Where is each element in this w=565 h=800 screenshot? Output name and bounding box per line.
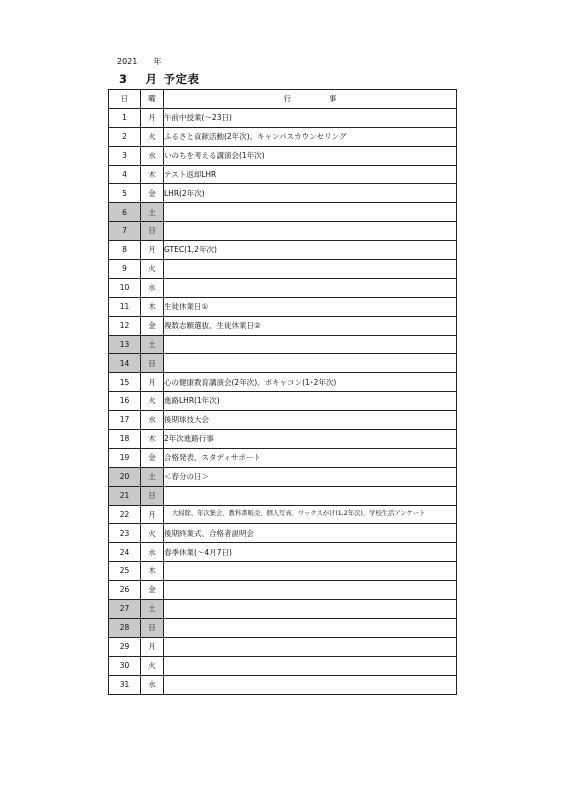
header-event-char-1: 行: [283, 94, 291, 104]
weekday-cell: 水: [141, 146, 164, 165]
table-row: [109, 448, 457, 467]
year-line: [117, 56, 161, 67]
weekday-cell: 火: [141, 656, 164, 675]
event-cell: 午前中授業(～23日): [164, 108, 457, 127]
event-cell: [164, 581, 457, 600]
event-cell: 進路LHR(1年次): [164, 392, 457, 411]
weekday-cell: 月: [141, 241, 164, 260]
day-cell: 3: [109, 146, 141, 165]
page-title: [119, 71, 200, 87]
weekday-cell: 日: [141, 222, 164, 241]
table-row: [109, 675, 457, 694]
table-row: [109, 260, 457, 279]
day-cell: 5: [109, 184, 141, 203]
table-row: [109, 203, 457, 222]
day-cell: 31: [109, 675, 141, 694]
weekday-cell: 金: [141, 448, 164, 467]
weekday-cell: 土: [141, 335, 164, 354]
title-month-unit: 月: [145, 72, 158, 86]
day-cell: 15: [109, 373, 141, 392]
event-cell: [164, 203, 457, 222]
event-cell: 生徒休業日①: [164, 297, 457, 316]
event-cell: 心の健康教育講演会(2年次)、ボキャコン(1･2年次): [164, 373, 457, 392]
weekday-cell: 木: [141, 562, 164, 581]
day-cell: 21: [109, 486, 141, 505]
day-cell: 28: [109, 618, 141, 637]
table-row: [109, 241, 457, 260]
event-cell: いのちを考える講演会(1年次): [164, 146, 457, 165]
event-cell: GTEC(1,2年次): [164, 241, 457, 260]
day-cell: 23: [109, 524, 141, 543]
weekday-cell: 木: [141, 297, 164, 316]
weekday-cell: 火: [141, 127, 164, 146]
day-cell: 8: [109, 241, 141, 260]
table-row: [109, 373, 457, 392]
day-cell: 25: [109, 562, 141, 581]
table-row: [109, 108, 457, 127]
event-cell: 合格発表、スタディサポート: [164, 448, 457, 467]
event-cell: [164, 675, 457, 694]
event-cell: [164, 600, 457, 619]
day-cell: 12: [109, 316, 141, 335]
header-day: 日: [109, 90, 141, 109]
weekday-cell: 月: [141, 108, 164, 127]
table-row: [109, 222, 457, 241]
table-row: [109, 165, 457, 184]
day-cell: 20: [109, 467, 141, 486]
event-cell: [164, 260, 457, 279]
table-header-row: [109, 90, 457, 109]
weekday-cell: 月: [141, 373, 164, 392]
event-cell: [164, 335, 457, 354]
header-event-char-2: 事: [329, 94, 337, 104]
day-cell: 6: [109, 203, 141, 222]
weekday-cell: 土: [141, 467, 164, 486]
day-cell: 11: [109, 297, 141, 316]
table-row: [109, 581, 457, 600]
table-row: [109, 146, 457, 165]
day-cell: 27: [109, 600, 141, 619]
event-cell: [164, 222, 457, 241]
table-row: [109, 562, 457, 581]
day-cell: 18: [109, 430, 141, 449]
day-cell: 7: [109, 222, 141, 241]
weekday-cell: 月: [141, 637, 164, 656]
table-row: [109, 278, 457, 297]
day-cell: 2: [109, 127, 141, 146]
day-cell: 24: [109, 543, 141, 562]
event-cell: テスト返却LHR: [164, 165, 457, 184]
day-cell: 10: [109, 278, 141, 297]
header-event: [164, 90, 457, 109]
weekday-cell: 水: [141, 543, 164, 562]
table-row: [109, 600, 457, 619]
weekday-cell: 木: [141, 430, 164, 449]
table-row: [109, 430, 457, 449]
day-cell: 22: [109, 505, 141, 524]
table-row: [109, 335, 457, 354]
weekday-cell: 水: [141, 411, 164, 430]
year-unit: 年: [153, 57, 162, 66]
day-cell: 14: [109, 354, 141, 373]
weekday-cell: 火: [141, 392, 164, 411]
event-cell: LHR(2年次): [164, 184, 457, 203]
table-row: [109, 354, 457, 373]
weekday-cell: 金: [141, 581, 164, 600]
table-row: [109, 618, 457, 637]
weekday-cell: 金: [141, 184, 164, 203]
table-row: [109, 656, 457, 675]
event-cell: 複数志願選抜、生徒休業日②: [164, 316, 457, 335]
day-cell: 17: [109, 411, 141, 430]
weekday-cell: 日: [141, 486, 164, 505]
event-cell: ふるさと貢献活動(2年次)、キャンパスカウンセリング: [164, 127, 457, 146]
weekday-cell: 金: [141, 316, 164, 335]
day-cell: 1: [109, 108, 141, 127]
weekday-cell: 土: [141, 600, 164, 619]
day-cell: 13: [109, 335, 141, 354]
table-row: [109, 486, 457, 505]
weekday-cell: 日: [141, 618, 164, 637]
event-cell: 2年次進路行事: [164, 430, 457, 449]
table-row: [109, 392, 457, 411]
event-cell: [164, 354, 457, 373]
weekday-cell: 水: [141, 278, 164, 297]
year-value: 2021: [117, 57, 138, 66]
event-cell: [164, 618, 457, 637]
day-cell: 19: [109, 448, 141, 467]
weekday-cell: 日: [141, 354, 164, 373]
weekday-cell: 火: [141, 260, 164, 279]
table-row: [109, 316, 457, 335]
table-row: [109, 637, 457, 656]
title-month: 3: [119, 72, 128, 86]
weekday-cell: 水: [141, 675, 164, 694]
day-cell: 29: [109, 637, 141, 656]
table-row: [109, 524, 457, 543]
event-cell: 後期球技大会: [164, 411, 457, 430]
table-row: [109, 184, 457, 203]
table-row: [109, 467, 457, 486]
weekday-cell: 火: [141, 524, 164, 543]
event-cell: [164, 656, 457, 675]
table-row: [109, 543, 457, 562]
table-row: [109, 505, 457, 524]
event-cell: 後期終業式、合格者説明会: [164, 524, 457, 543]
day-cell: 16: [109, 392, 141, 411]
weekday-cell: 土: [141, 203, 164, 222]
day-cell: 9: [109, 260, 141, 279]
header-weekday: 曜: [141, 90, 164, 109]
event-cell: [164, 278, 457, 297]
event-cell: [164, 637, 457, 656]
table-row: [109, 297, 457, 316]
day-cell: 26: [109, 581, 141, 600]
weekday-cell: 木: [141, 165, 164, 184]
event-cell: 春季休業(～4月7日): [164, 543, 457, 562]
day-cell: 4: [109, 165, 141, 184]
title-label: 予定表: [163, 72, 200, 86]
day-cell: 30: [109, 656, 141, 675]
weekday-cell: 月: [141, 505, 164, 524]
table-row: [109, 127, 457, 146]
event-cell: 大掃除、年次集会、教科書販売、個人写真、ワックスがけ(1,2年次)、学校生活アンケート: [164, 505, 457, 524]
schedule-table: [108, 89, 457, 695]
event-cell: ＜春分の日＞: [164, 467, 457, 486]
event-cell: [164, 486, 457, 505]
table-row: [109, 411, 457, 430]
event-cell: [164, 562, 457, 581]
